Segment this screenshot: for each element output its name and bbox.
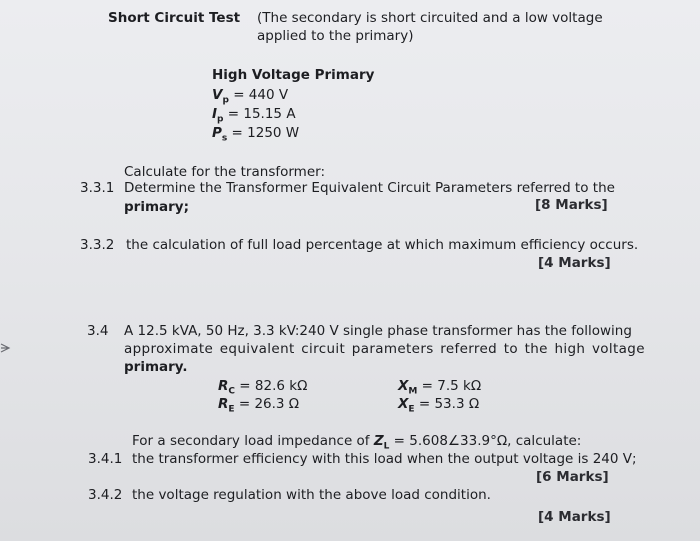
ip-value: = 15.15 A (223, 106, 296, 122)
q341-marks: [6 Marks] (536, 469, 609, 485)
q34-text-line1: A 12.5 kVA, 50 Hz, 3.3 kV:240 V single phase transformer has the following (124, 323, 632, 339)
re-subscript: E (228, 404, 235, 415)
q342-marks: [4 Marks] (538, 509, 611, 525)
rc-value: = 82.6 kΩ (235, 378, 308, 394)
ip-subscript: p (217, 114, 224, 125)
cursor-arrow-icon (0, 330, 12, 370)
q332-text-line1: the calculation of full load percentage at which maximum efficiency occurs. (126, 237, 639, 253)
calc-intro: Calculate for the transformer: (124, 164, 325, 180)
rc-subscript: C (228, 386, 236, 397)
short-circuit-desc-line2: applied to the primary) (257, 28, 414, 44)
q331-text-line2: primary; (124, 199, 189, 215)
xm-symbol: X (398, 378, 409, 394)
short-circuit-desc-line1: (The secondary is short circuited and a low voltage (257, 10, 603, 26)
q331-text-line1: Determine the Transformer Equivalent Circuit Parameters referred to the (124, 180, 615, 196)
ps-subscript: s (221, 133, 228, 144)
xe-symbol: X (398, 396, 409, 412)
q342-text-line1: the voltage regulation with the above load condition. (132, 487, 491, 503)
load-pre-text: For a secondary load impedance of (132, 433, 374, 449)
q34-text-line3: primary. (124, 359, 188, 375)
vp-symbol: V (212, 87, 223, 103)
xm-subscript: M (408, 386, 418, 397)
zl-subscript: L (383, 441, 390, 452)
q332-marks: [4 Marks] (538, 255, 611, 271)
q341-number: 3.4.1 (88, 451, 123, 467)
xe-param (398, 396, 479, 418)
xm-value: = 7.5 kΩ (417, 378, 482, 394)
rc-symbol: R (218, 378, 229, 394)
re-symbol: R (218, 396, 229, 412)
vp-subscript: p (222, 95, 229, 106)
ps-symbol: P (212, 125, 222, 141)
vp-value: = 440 V (228, 87, 289, 103)
ps-value: = 1250 W (227, 125, 300, 141)
hv-primary-title: High Voltage Primary (212, 67, 375, 83)
q332-number: 3.3.2 (80, 237, 115, 253)
q331-number: 3.3.1 (80, 180, 115, 196)
load-post-text: = 5.608∠33.9°Ω, calculate: (389, 433, 582, 449)
re-value: = 26.3 Ω (234, 396, 300, 412)
q342-number: 3.4.2 (88, 487, 123, 503)
ps-row (212, 125, 299, 147)
short-circuit-title: Short Circuit Test (108, 10, 241, 26)
q34-text-line2: approximate equivalent circuit parameters referred to the high voltage (124, 341, 645, 357)
q341-text-line1: the transformer efficiency with this load when the output voltage is 240 V; (132, 451, 637, 467)
ip-symbol: I (212, 106, 218, 122)
q34-number: 3.4 (87, 323, 109, 339)
xe-subscript: E (408, 404, 415, 415)
re-param (218, 396, 299, 418)
q331-marks: [8 Marks] (535, 197, 608, 213)
xe-value: = 53.3 Ω (414, 396, 480, 412)
zl-symbol: Z (373, 433, 384, 449)
